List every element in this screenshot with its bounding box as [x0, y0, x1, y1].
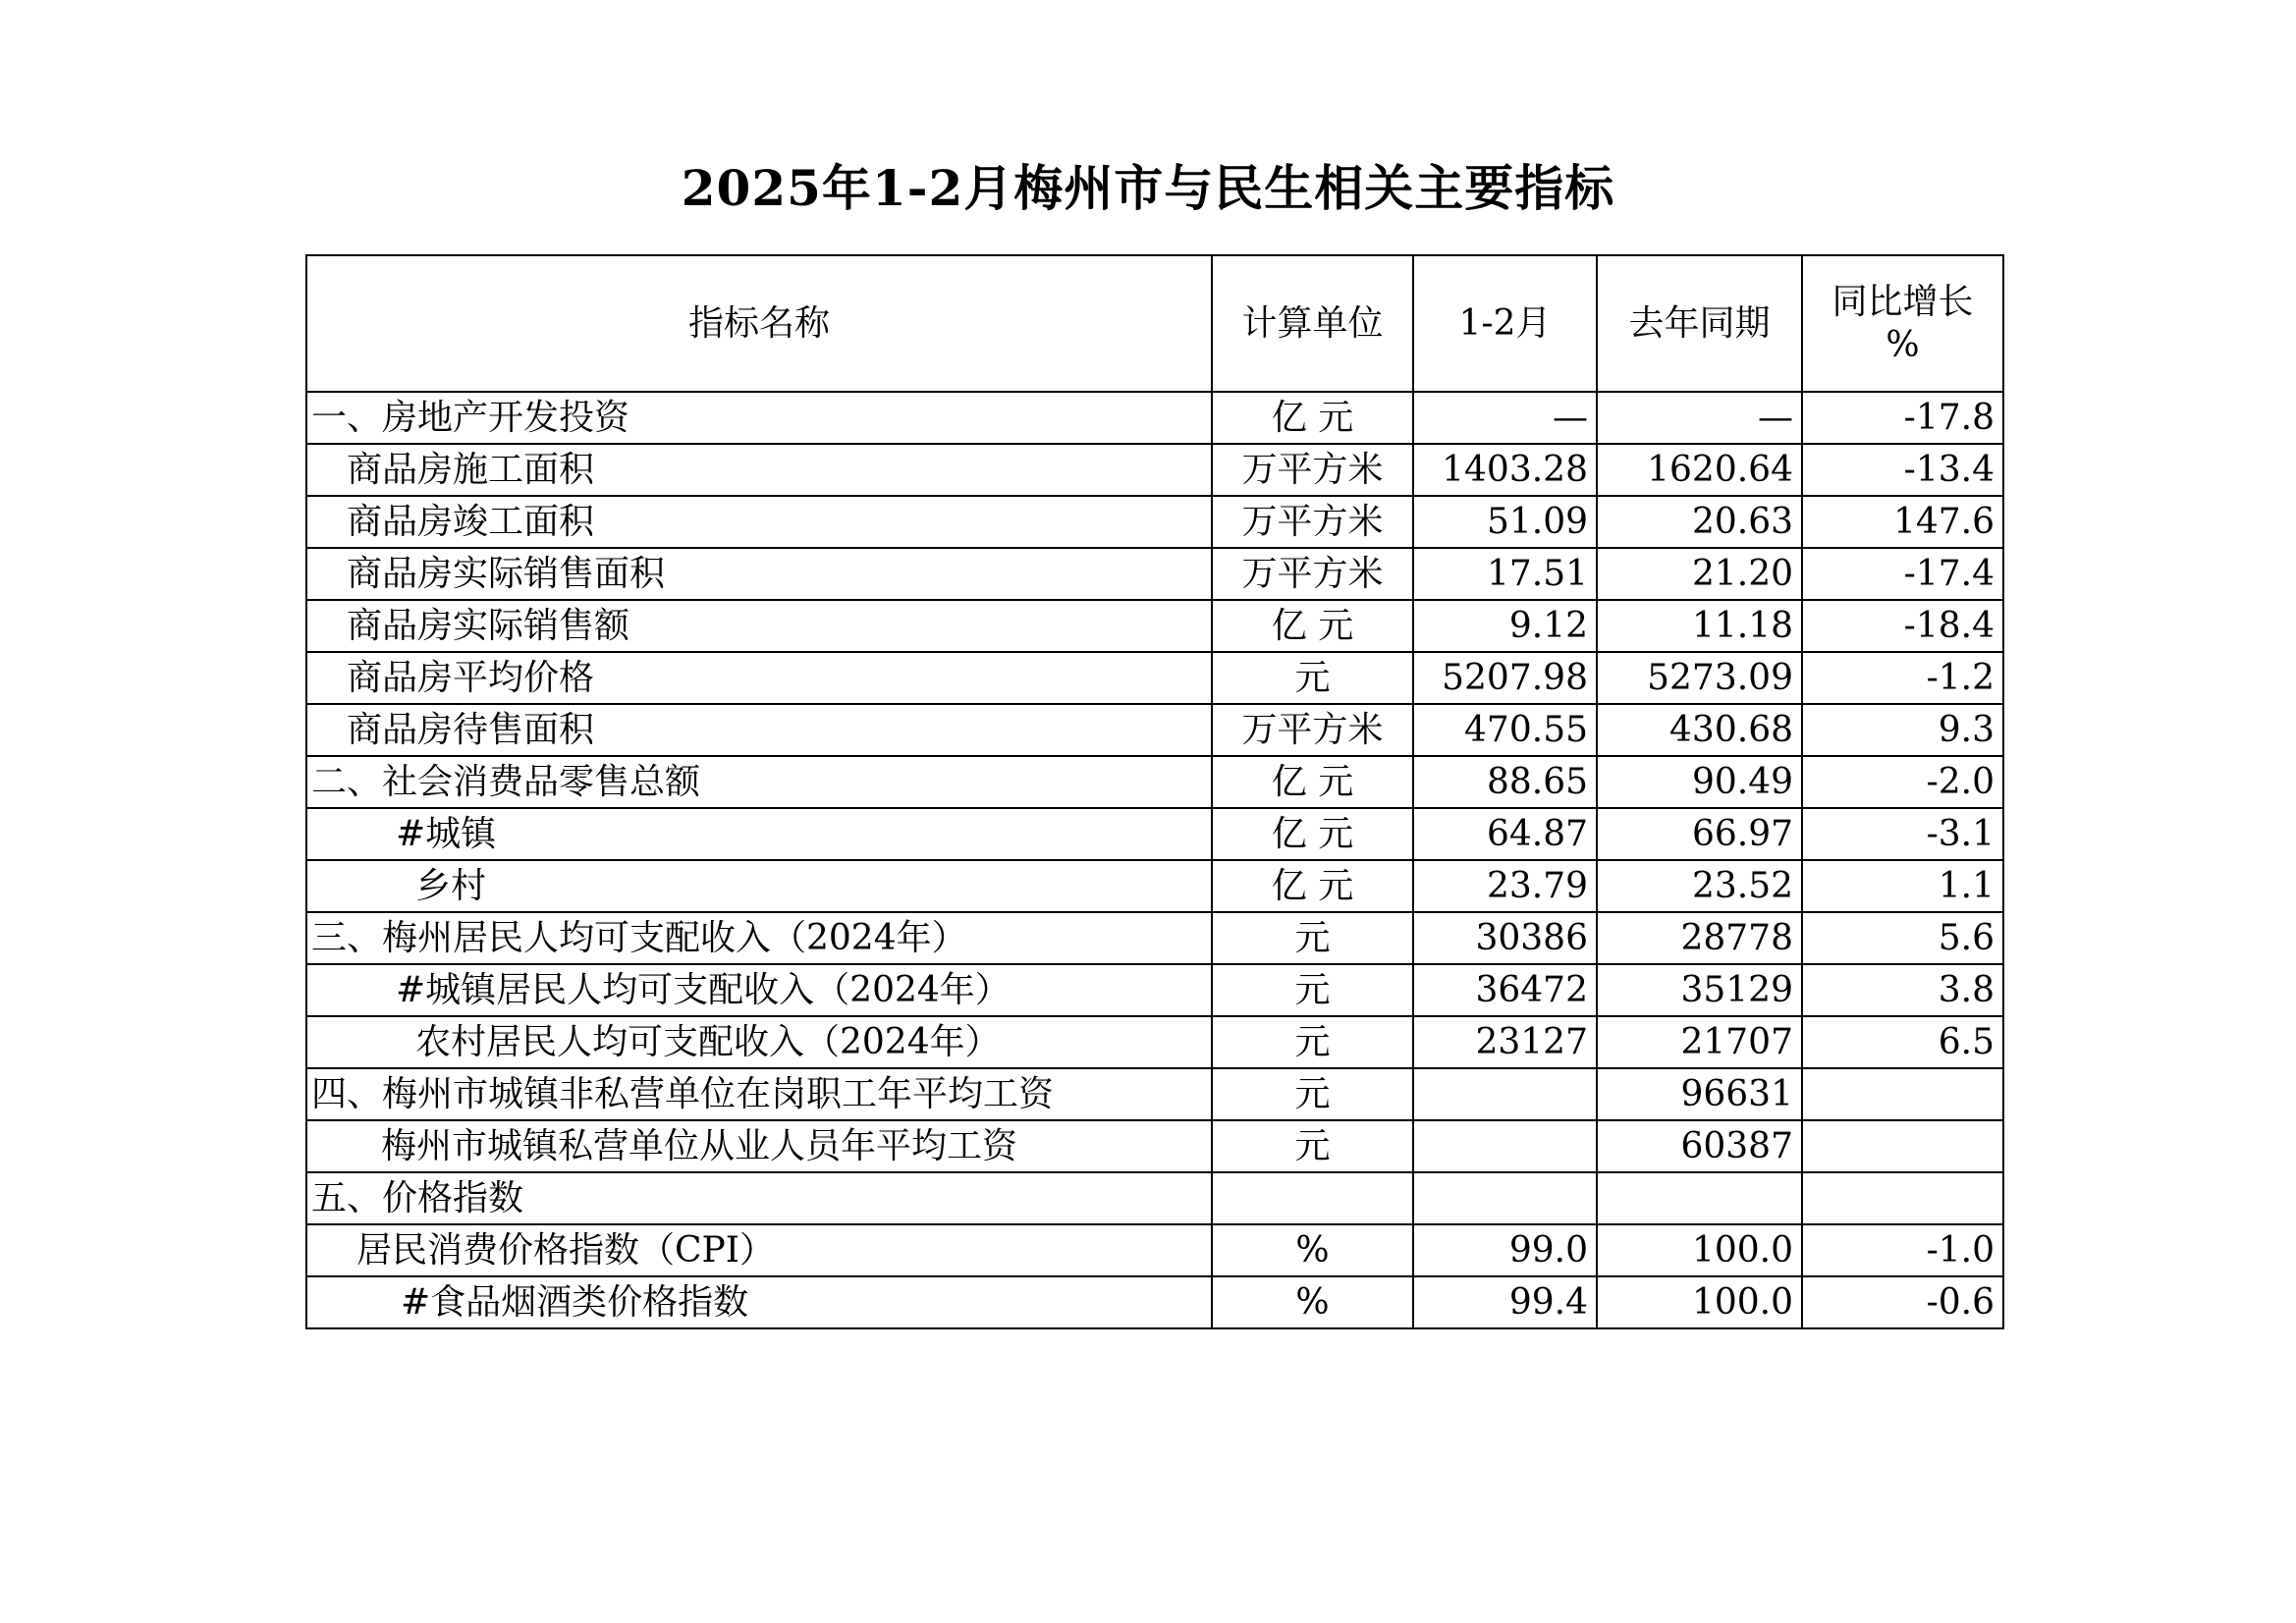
header-growth — [1802, 255, 2003, 392]
table-row — [306, 964, 2003, 1016]
row-unit: 万平方米 — [1212, 496, 1413, 548]
row-name: 商品房实际销售额 — [306, 600, 1212, 652]
table-row — [306, 912, 2003, 964]
row-growth — [1802, 1172, 2003, 1224]
row-name: 二、社会消费品零售总额 — [306, 756, 1212, 808]
row-prior: 28778 — [1597, 912, 1802, 964]
row-growth: -0.6 — [1802, 1276, 2003, 1328]
row-growth: -1.2 — [1802, 652, 2003, 704]
row-prior: 21.20 — [1597, 548, 1802, 600]
row-unit — [1212, 1172, 1413, 1224]
table-row — [306, 1224, 2003, 1276]
table-row — [306, 548, 2003, 600]
row-current: 64.87 — [1413, 808, 1597, 860]
row-name: 居民消费价格指数（CPI） — [306, 1224, 1212, 1276]
row-prior: 1620.64 — [1597, 444, 1802, 496]
row-current: 9.12 — [1413, 600, 1597, 652]
table-row — [306, 1120, 2003, 1172]
row-growth: 5.6 — [1802, 912, 2003, 964]
row-unit: 元 — [1212, 912, 1413, 964]
table-row — [306, 392, 2003, 444]
row-growth: -13.4 — [1802, 444, 2003, 496]
row-unit: 万平方米 — [1212, 548, 1413, 600]
row-prior: 35129 — [1597, 964, 1802, 1016]
row-current: 99.4 — [1413, 1276, 1597, 1328]
row-prior: 66.97 — [1597, 808, 1802, 860]
row-current: 36472 — [1413, 964, 1597, 1016]
table-row — [306, 1016, 2003, 1068]
row-prior: 5273.09 — [1597, 652, 1802, 704]
row-growth: -1.0 — [1802, 1224, 2003, 1276]
row-prior: — — [1597, 392, 1802, 444]
row-name: 商品房竣工面积 — [306, 496, 1212, 548]
row-name: 一、房地产开发投资 — [306, 392, 1212, 444]
row-growth: -17.4 — [1802, 548, 2003, 600]
row-name: 三、梅州居民人均可支配收入（2024年） — [306, 912, 1212, 964]
row-unit: 元 — [1212, 1120, 1413, 1172]
header-name: 指标名称 — [306, 255, 1212, 392]
row-growth: -2.0 — [1802, 756, 2003, 808]
row-unit: 亿 元 — [1212, 860, 1413, 912]
row-unit: 元 — [1212, 964, 1413, 1016]
table-row — [306, 756, 2003, 808]
row-current: 88.65 — [1413, 756, 1597, 808]
row-name: 农村居民人均可支配收入（2024年） — [306, 1016, 1212, 1068]
row-unit: 元 — [1212, 652, 1413, 704]
row-name: 商品房待售面积 — [306, 704, 1212, 756]
row-prior: 60387 — [1597, 1120, 1802, 1172]
row-unit: 亿 元 — [1212, 756, 1413, 808]
row-current: 23127 — [1413, 1016, 1597, 1068]
row-prior: 20.63 — [1597, 496, 1802, 548]
row-growth: 147.6 — [1802, 496, 2003, 548]
table-row — [306, 652, 2003, 704]
row-current: 30386 — [1413, 912, 1597, 964]
row-name: 乡村 — [306, 860, 1212, 912]
row-name: #城镇居民人均可支配收入（2024年） — [306, 964, 1212, 1016]
row-prior: 90.49 — [1597, 756, 1802, 808]
row-unit: 元 — [1212, 1068, 1413, 1120]
row-prior: 11.18 — [1597, 600, 1802, 652]
row-name: 梅州市城镇私营单位从业人员年平均工资 — [306, 1120, 1212, 1172]
table-row — [306, 1276, 2003, 1328]
row-prior — [1597, 1172, 1802, 1224]
table-row — [306, 808, 2003, 860]
table-row — [306, 1068, 2003, 1120]
row-current: 17.51 — [1413, 548, 1597, 600]
row-current: 23.79 — [1413, 860, 1597, 912]
row-current — [1413, 1120, 1597, 1172]
row-current: 1403.28 — [1413, 444, 1597, 496]
row-current: 51.09 — [1413, 496, 1597, 548]
row-growth: 9.3 — [1802, 704, 2003, 756]
row-prior: 96631 — [1597, 1068, 1802, 1120]
header-current: 1-2月 — [1413, 255, 1597, 392]
table-row — [306, 496, 2003, 548]
row-growth: 6.5 — [1802, 1016, 2003, 1068]
row-name: 商品房施工面积 — [306, 444, 1212, 496]
header-prior: 去年同期 — [1597, 255, 1802, 392]
row-unit: % — [1212, 1224, 1413, 1276]
row-growth: 3.8 — [1802, 964, 2003, 1016]
row-prior: 100.0 — [1597, 1224, 1802, 1276]
row-current: 470.55 — [1413, 704, 1597, 756]
row-growth — [1802, 1120, 2003, 1172]
row-prior: 430.68 — [1597, 704, 1802, 756]
table-row — [306, 860, 2003, 912]
header-unit: 计算单位 — [1212, 255, 1413, 392]
row-current: — — [1413, 392, 1597, 444]
row-unit: 元 — [1212, 1016, 1413, 1068]
row-name: 五、价格指数 — [306, 1172, 1212, 1224]
row-growth — [1802, 1068, 2003, 1120]
row-growth: 1.1 — [1802, 860, 2003, 912]
row-name: 商品房实际销售面积 — [306, 548, 1212, 600]
row-unit: % — [1212, 1276, 1413, 1328]
row-name: 四、梅州市城镇非私营单位在岗职工年平均工资 — [306, 1068, 1212, 1120]
row-growth: -3.1 — [1802, 808, 2003, 860]
row-current: 5207.98 — [1413, 652, 1597, 704]
table-row — [306, 1172, 2003, 1224]
row-name: 商品房平均价格 — [306, 652, 1212, 704]
row-growth: -17.8 — [1802, 392, 2003, 444]
header-growth-line1: 同比增长 — [1831, 282, 1974, 323]
row-unit: 万平方米 — [1212, 704, 1413, 756]
row-unit: 万平方米 — [1212, 444, 1413, 496]
row-unit: 亿 元 — [1212, 600, 1413, 652]
row-unit: 亿 元 — [1212, 808, 1413, 860]
header-growth-line2: % — [1886, 324, 1920, 365]
table-row — [306, 444, 2003, 496]
row-current — [1413, 1068, 1597, 1120]
page-title: 2025年1-2月梅州市与民生相关主要指标 — [681, 159, 1615, 217]
table-row — [306, 704, 2003, 756]
row-current — [1413, 1172, 1597, 1224]
table-header-row — [306, 255, 2003, 392]
row-name: #城镇 — [306, 808, 1212, 860]
row-prior: 100.0 — [1597, 1276, 1802, 1328]
row-name: #食品烟酒类价格指数 — [306, 1276, 1212, 1328]
row-prior: 23.52 — [1597, 860, 1802, 912]
row-current: 99.0 — [1413, 1224, 1597, 1276]
row-growth: -18.4 — [1802, 600, 2003, 652]
row-prior: 21707 — [1597, 1016, 1802, 1068]
table-row — [306, 600, 2003, 652]
row-unit: 亿 元 — [1212, 392, 1413, 444]
indicators-table — [305, 254, 2004, 1329]
